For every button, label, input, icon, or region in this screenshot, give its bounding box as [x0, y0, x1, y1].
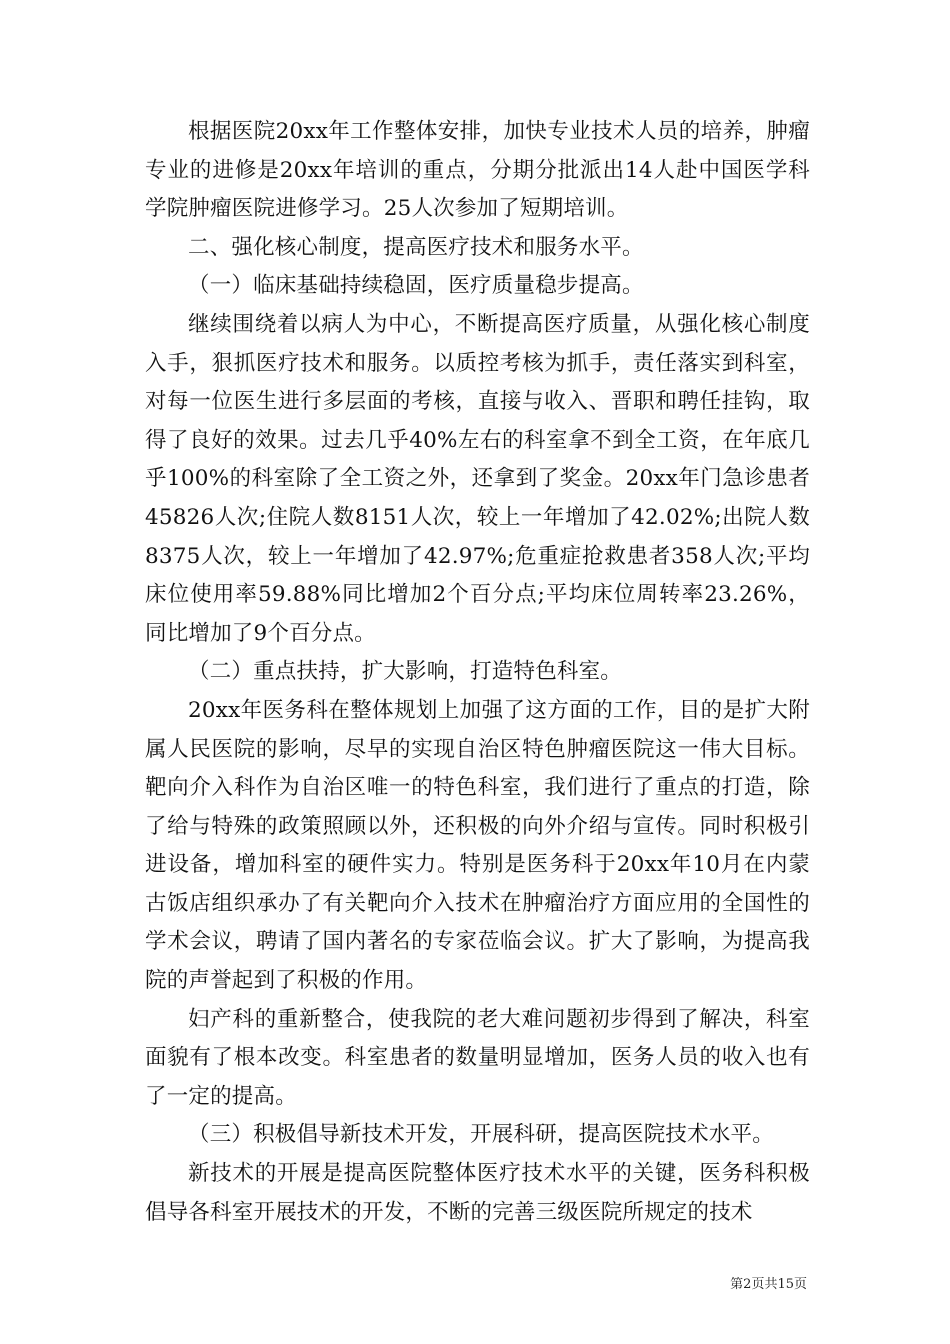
page-number: 第2页共15页: [730, 1277, 807, 1292]
subsection-heading-2: （二）重点扶持，扩大影响，打造特色科室。: [188, 659, 623, 685]
document-body: [145, 113, 810, 1232]
subsection-heading-1: （一）临床基础持续稳固，医疗质量稳步提高。: [188, 273, 644, 299]
subsection-heading-3: （三）积极倡导新技术开发，开展科研，提高医院技术水平。: [188, 1122, 774, 1148]
paragraph-featured-department: 20xx年医务科在整体规划上加强了这方面的工作，目的是扩大附属人民医院的影响，尽早的实现自治区特色肿瘤医院这一伟大目标。靶向介入科作为自治区唯一的特色科室，我们进行了重点的打造，除了给与特殊的政策照顾以外，还积极的向外介绍与宣传。同时积极引进设备，增加科室的硬件实力。特别是医务科于20xx年10月在内蒙古饭店组织承办了有关靶向介入技术在肿瘤治疗方面应用的全国性的学术会议，聘请了国内著名的专家莅临会议。扩大了影响，为提高我院的声誉起到了积极的作用。: [145, 697, 810, 994]
paragraph-training: 根据医院20xx年工作整体安排，加快专业技术人员的培养，肿瘤专业的进修是20xx年培训的重点，分期分批派出14人赴中国医学科学院肿瘤医院进修学习。25人次参加了短期培训。: [145, 119, 810, 222]
section-heading-2: 二、强化核心制度，提高医疗技术和服务水平。: [188, 234, 644, 260]
paragraph-quality: 继续围绕着以病人为中心，不断提高医疗质量，从强化核心制度入手，狠抓医疗技术和服务。以质控考核为抓手，责任落实到科室，对每一位医生进行多层面的考核，直接与收入、晋职和聘任挂钩，取得了良好的效果。过去几乎40%左右的科室拿不到全工资，在年底几乎100%的科室除了全工资之外，还拿到了奖金。20xx年门急诊患者45826人次;住院人数8151人次，较上一年增加了42.02%;出院人数8375人次，较上一年增加了42.97%;危重症抢救患者358人次;平均床位使用率59.88%同比增加2个百分点;平均床位周转率23.26%，同比增加了9个百分点。: [145, 311, 810, 646]
paragraph-new-technology: 新技术的开展是提高医院整体医疗技术水平的关键，医务科积极倡导各科室开展技术的开发，不断的完善三级医院所规定的技术: [145, 1161, 810, 1225]
paragraph-obstetrics: 妇产科的重新整合，使我院的老大难问题初步得到了解决，科室面貌有了根本改变。科室患者的数量明显增加，医务人员的收入也有了一定的提高。: [145, 1006, 810, 1109]
